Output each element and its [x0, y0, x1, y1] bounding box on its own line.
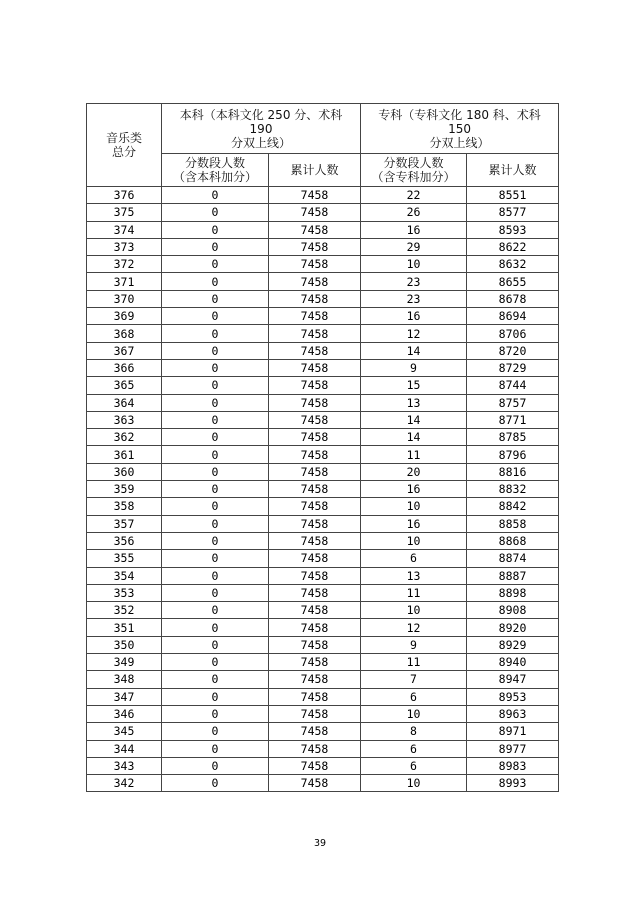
score-distribution-table — [86, 103, 559, 792]
zhuanke-segment-cell: 9 — [361, 636, 467, 653]
benke-segment-cell: 0 — [162, 775, 269, 792]
table-row — [87, 273, 559, 290]
benke-cumulative-cell: 7458 — [269, 204, 361, 221]
benke-segment-cell: 0 — [162, 290, 269, 307]
header-zhuanke-cumulative — [467, 154, 559, 187]
zhuanke-cumulative-cell: 8655 — [467, 273, 559, 290]
zhuanke-segment-cell: 8 — [361, 723, 467, 740]
benke-segment-cell: 0 — [162, 308, 269, 325]
benke-cumulative-cell: 7458 — [269, 481, 361, 498]
table-row — [87, 394, 559, 411]
score-cell: 346 — [87, 705, 162, 722]
score-cell: 370 — [87, 290, 162, 307]
zhuanke-segment-cell: 13 — [361, 567, 467, 584]
zhuanke-segment-cell: 16 — [361, 515, 467, 532]
table-row — [87, 256, 559, 273]
score-cell: 351 — [87, 619, 162, 636]
score-cell: 367 — [87, 342, 162, 359]
table-row — [87, 567, 559, 584]
zhuanke-segment-cell: 23 — [361, 273, 467, 290]
score-cell: 366 — [87, 359, 162, 376]
header-zhuanke — [361, 104, 559, 154]
benke-cumulative-cell: 7458 — [269, 290, 361, 307]
benke-segment-cell: 0 — [162, 584, 269, 601]
table-row — [87, 705, 559, 722]
zhuanke-cumulative-cell: 8757 — [467, 394, 559, 411]
zhuanke-segment-cell: 6 — [361, 740, 467, 757]
zhuanke-segment-cell: 10 — [361, 705, 467, 722]
benke-cumulative-cell: 7458 — [269, 411, 361, 428]
zhuanke-cumulative-cell: 8953 — [467, 688, 559, 705]
zhuanke-segment-cell: 23 — [361, 290, 467, 307]
score-cell: 354 — [87, 567, 162, 584]
benke-cumulative-cell: 7458 — [269, 377, 361, 394]
zhuanke-segment-cell: 10 — [361, 498, 467, 515]
benke-cumulative-cell: 7458 — [269, 688, 361, 705]
zhuanke-cumulative-cell: 8694 — [467, 308, 559, 325]
benke-cumulative-cell: 7458 — [269, 705, 361, 722]
zhuanke-segment-cell: 10 — [361, 775, 467, 792]
header-row-top — [87, 104, 559, 154]
benke-segment-cell: 0 — [162, 238, 269, 255]
zhuanke-cumulative-cell: 8940 — [467, 654, 559, 671]
zhuanke-cumulative-cell: 8593 — [467, 221, 559, 238]
zhuanke-cumulative-cell: 8868 — [467, 532, 559, 549]
score-cell: 348 — [87, 671, 162, 688]
benke-cumulative-cell: 7458 — [269, 619, 361, 636]
score-cell: 375 — [87, 204, 162, 221]
zhuanke-cumulative-cell: 8993 — [467, 775, 559, 792]
header-benke-segment — [162, 154, 269, 187]
zhuanke-segment-cell: 13 — [361, 394, 467, 411]
zhuanke-segment-cell: 14 — [361, 411, 467, 428]
benke-cumulative-cell: 7458 — [269, 757, 361, 774]
benke-segment-cell: 0 — [162, 429, 269, 446]
zhuanke-cumulative-cell: 8963 — [467, 705, 559, 722]
table-row — [87, 584, 559, 601]
zhuanke-cumulative-cell: 8816 — [467, 463, 559, 480]
score-cell: 365 — [87, 377, 162, 394]
benke-cumulative-cell: 7458 — [269, 498, 361, 515]
zhuanke-cumulative-cell: 8977 — [467, 740, 559, 757]
zhuanke-cumulative-cell: 8832 — [467, 481, 559, 498]
benke-segment-cell: 0 — [162, 463, 269, 480]
header-zhuanke-line3: 分双上线） — [429, 135, 490, 150]
page-number: 39 — [313, 838, 327, 849]
benke-cumulative-cell: 7458 — [269, 584, 361, 601]
benke-cumulative-cell: 7458 — [269, 740, 361, 757]
benke-segment-cell: 0 — [162, 567, 269, 584]
table-row — [87, 187, 559, 204]
header-benke-line3: 分双上线） — [231, 135, 292, 150]
header-benke-line2: 190 — [249, 121, 273, 136]
zhuanke-segment-cell: 7 — [361, 671, 467, 688]
zhuanke-segment-cell: 16 — [361, 308, 467, 325]
header-zhuanke-segment — [361, 154, 467, 187]
header-total-line1: 音乐类 — [105, 131, 142, 145]
header-benke-seg-line2: （含本科加分） — [172, 170, 257, 184]
zhuanke-segment-cell: 11 — [361, 584, 467, 601]
score-cell: 345 — [87, 723, 162, 740]
header-zhuanke-line1: 专科（专科文化 180 科、术科 — [378, 107, 541, 122]
zhuanke-cumulative-cell: 8706 — [467, 325, 559, 342]
benke-segment-cell: 0 — [162, 654, 269, 671]
benke-segment-cell: 0 — [162, 705, 269, 722]
zhuanke-segment-cell: 11 — [361, 654, 467, 671]
zhuanke-cumulative-cell: 8632 — [467, 256, 559, 273]
zhuanke-segment-cell: 14 — [361, 342, 467, 359]
score-cell: 349 — [87, 654, 162, 671]
header-benke-cumulative — [269, 154, 361, 187]
benke-segment-cell: 0 — [162, 359, 269, 376]
zhuanke-cumulative-cell: 8971 — [467, 723, 559, 740]
benke-segment-cell: 0 — [162, 187, 269, 204]
zhuanke-cumulative-cell: 8771 — [467, 411, 559, 428]
benke-cumulative-cell: 7458 — [269, 567, 361, 584]
table-row — [87, 204, 559, 221]
benke-cumulative-cell: 7458 — [269, 463, 361, 480]
score-cell: 357 — [87, 515, 162, 532]
benke-segment-cell: 0 — [162, 446, 269, 463]
table-row — [87, 515, 559, 532]
zhuanke-segment-cell: 10 — [361, 256, 467, 273]
table-row — [87, 325, 559, 342]
zhuanke-segment-cell: 15 — [361, 377, 467, 394]
zhuanke-cumulative-cell: 8796 — [467, 446, 559, 463]
benke-cumulative-cell: 7458 — [269, 325, 361, 342]
table-row — [87, 602, 559, 619]
table-row — [87, 619, 559, 636]
benke-segment-cell: 0 — [162, 498, 269, 515]
score-cell: 371 — [87, 273, 162, 290]
zhuanke-segment-cell: 16 — [361, 481, 467, 498]
benke-segment-cell: 0 — [162, 204, 269, 221]
header-benke — [162, 104, 361, 154]
benke-cumulative-cell: 7458 — [269, 187, 361, 204]
score-cell: 364 — [87, 394, 162, 411]
benke-cumulative-cell: 7458 — [269, 273, 361, 290]
zhuanke-cumulative-cell: 8947 — [467, 671, 559, 688]
table-row — [87, 688, 559, 705]
zhuanke-segment-cell: 6 — [361, 757, 467, 774]
benke-segment-cell: 0 — [162, 515, 269, 532]
table-row — [87, 654, 559, 671]
zhuanke-cumulative-cell: 8920 — [467, 619, 559, 636]
score-cell: 350 — [87, 636, 162, 653]
table-row — [87, 481, 559, 498]
score-cell: 343 — [87, 757, 162, 774]
score-cell: 361 — [87, 446, 162, 463]
header-benke-line1: 本科（本科文化 250 分、术科 — [179, 107, 343, 122]
zhuanke-cumulative-cell: 8577 — [467, 204, 559, 221]
zhuanke-cumulative-cell: 8898 — [467, 584, 559, 601]
zhuanke-cumulative-cell: 8622 — [467, 238, 559, 255]
zhuanke-segment-cell: 11 — [361, 446, 467, 463]
zhuanke-segment-cell: 14 — [361, 429, 467, 446]
header-zhuanke-cum-label: 累计人数 — [488, 163, 537, 177]
zhuanke-cumulative-cell: 8551 — [467, 187, 559, 204]
zhuanke-cumulative-cell: 8858 — [467, 515, 559, 532]
table-row — [87, 463, 559, 480]
table-row — [87, 775, 559, 792]
header-zhuanke-seg-line1: 分数段人数 — [383, 156, 444, 170]
table-row — [87, 723, 559, 740]
score-cell: 373 — [87, 238, 162, 255]
benke-cumulative-cell: 7458 — [269, 532, 361, 549]
score-cell: 342 — [87, 775, 162, 792]
score-cell: 372 — [87, 256, 162, 273]
zhuanke-segment-cell: 6 — [361, 688, 467, 705]
benke-segment-cell: 0 — [162, 550, 269, 567]
header-benke-seg-line1: 分数段人数 — [184, 156, 245, 170]
zhuanke-segment-cell: 16 — [361, 221, 467, 238]
benke-segment-cell: 0 — [162, 636, 269, 653]
table-row — [87, 550, 559, 567]
score-cell: 376 — [87, 187, 162, 204]
benke-segment-cell: 0 — [162, 342, 269, 359]
benke-cumulative-cell: 7458 — [269, 308, 361, 325]
header-benke-cum-label: 累计人数 — [290, 163, 339, 177]
table-row — [87, 342, 559, 359]
zhuanke-cumulative-cell: 8908 — [467, 602, 559, 619]
table-row — [87, 532, 559, 549]
benke-segment-cell: 0 — [162, 394, 269, 411]
score-cell: 355 — [87, 550, 162, 567]
benke-cumulative-cell: 7458 — [269, 550, 361, 567]
benke-cumulative-cell: 7458 — [269, 671, 361, 688]
table-row — [87, 757, 559, 774]
benke-segment-cell: 0 — [162, 377, 269, 394]
zhuanke-cumulative-cell: 8887 — [467, 567, 559, 584]
header-zhuanke-line2: 150 — [448, 121, 471, 136]
benke-segment-cell: 0 — [162, 757, 269, 774]
zhuanke-segment-cell: 9 — [361, 359, 467, 376]
table-row — [87, 377, 559, 394]
table-row — [87, 446, 559, 463]
score-cell: 344 — [87, 740, 162, 757]
table-row — [87, 671, 559, 688]
score-cell: 360 — [87, 463, 162, 480]
zhuanke-segment-cell: 10 — [361, 602, 467, 619]
table-row — [87, 740, 559, 757]
benke-segment-cell: 0 — [162, 481, 269, 498]
score-cell: 356 — [87, 532, 162, 549]
score-cell: 362 — [87, 429, 162, 446]
table-row — [87, 290, 559, 307]
zhuanke-cumulative-cell: 8785 — [467, 429, 559, 446]
zhuanke-cumulative-cell: 8929 — [467, 636, 559, 653]
table-row — [87, 429, 559, 446]
zhuanke-cumulative-cell: 8744 — [467, 377, 559, 394]
benke-segment-cell: 0 — [162, 411, 269, 428]
table-row — [87, 221, 559, 238]
benke-cumulative-cell: 7458 — [269, 394, 361, 411]
benke-cumulative-cell: 7458 — [269, 429, 361, 446]
benke-cumulative-cell: 7458 — [269, 446, 361, 463]
benke-cumulative-cell: 7458 — [269, 256, 361, 273]
zhuanke-cumulative-cell: 8720 — [467, 342, 559, 359]
header-total-score — [87, 104, 162, 187]
zhuanke-segment-cell: 26 — [361, 204, 467, 221]
header-zhuanke-seg-line2: （含专科加分） — [371, 170, 456, 184]
benke-cumulative-cell: 7458 — [269, 723, 361, 740]
benke-cumulative-cell: 7458 — [269, 775, 361, 792]
benke-cumulative-cell: 7458 — [269, 342, 361, 359]
benke-cumulative-cell: 7458 — [269, 636, 361, 653]
header-total-line2: 总分 — [111, 145, 136, 159]
table-row — [87, 636, 559, 653]
benke-cumulative-cell: 7458 — [269, 359, 361, 376]
score-cell: 352 — [87, 602, 162, 619]
zhuanke-segment-cell: 22 — [361, 187, 467, 204]
benke-segment-cell: 0 — [162, 688, 269, 705]
zhuanke-cumulative-cell: 8983 — [467, 757, 559, 774]
benke-segment-cell: 0 — [162, 602, 269, 619]
score-cell: 359 — [87, 481, 162, 498]
zhuanke-segment-cell: 29 — [361, 238, 467, 255]
zhuanke-segment-cell: 12 — [361, 325, 467, 342]
benke-cumulative-cell: 7458 — [269, 654, 361, 671]
table-row — [87, 359, 559, 376]
zhuanke-segment-cell: 12 — [361, 619, 467, 636]
zhuanke-cumulative-cell: 8729 — [467, 359, 559, 376]
benke-segment-cell: 0 — [162, 221, 269, 238]
score-cell: 358 — [87, 498, 162, 515]
score-cell: 369 — [87, 308, 162, 325]
benke-segment-cell: 0 — [162, 723, 269, 740]
benke-segment-cell: 0 — [162, 532, 269, 549]
table-row — [87, 498, 559, 515]
zhuanke-cumulative-cell: 8678 — [467, 290, 559, 307]
benke-segment-cell: 0 — [162, 671, 269, 688]
zhuanke-segment-cell: 10 — [361, 532, 467, 549]
table-row — [87, 411, 559, 428]
benke-cumulative-cell: 7458 — [269, 515, 361, 532]
score-cell: 368 — [87, 325, 162, 342]
zhuanke-cumulative-cell: 8842 — [467, 498, 559, 515]
table-row — [87, 238, 559, 255]
benke-segment-cell: 0 — [162, 325, 269, 342]
score-cell: 353 — [87, 584, 162, 601]
benke-segment-cell: 0 — [162, 619, 269, 636]
zhuanke-segment-cell: 20 — [361, 463, 467, 480]
benke-cumulative-cell: 7458 — [269, 602, 361, 619]
score-cell: 374 — [87, 221, 162, 238]
zhuanke-cumulative-cell: 8874 — [467, 550, 559, 567]
benke-cumulative-cell: 7458 — [269, 238, 361, 255]
benke-segment-cell: 0 — [162, 256, 269, 273]
table-row — [87, 308, 559, 325]
benke-cumulative-cell: 7458 — [269, 221, 361, 238]
benke-segment-cell: 0 — [162, 740, 269, 757]
benke-segment-cell: 0 — [162, 273, 269, 290]
zhuanke-segment-cell: 6 — [361, 550, 467, 567]
score-cell: 347 — [87, 688, 162, 705]
score-cell: 363 — [87, 411, 162, 428]
